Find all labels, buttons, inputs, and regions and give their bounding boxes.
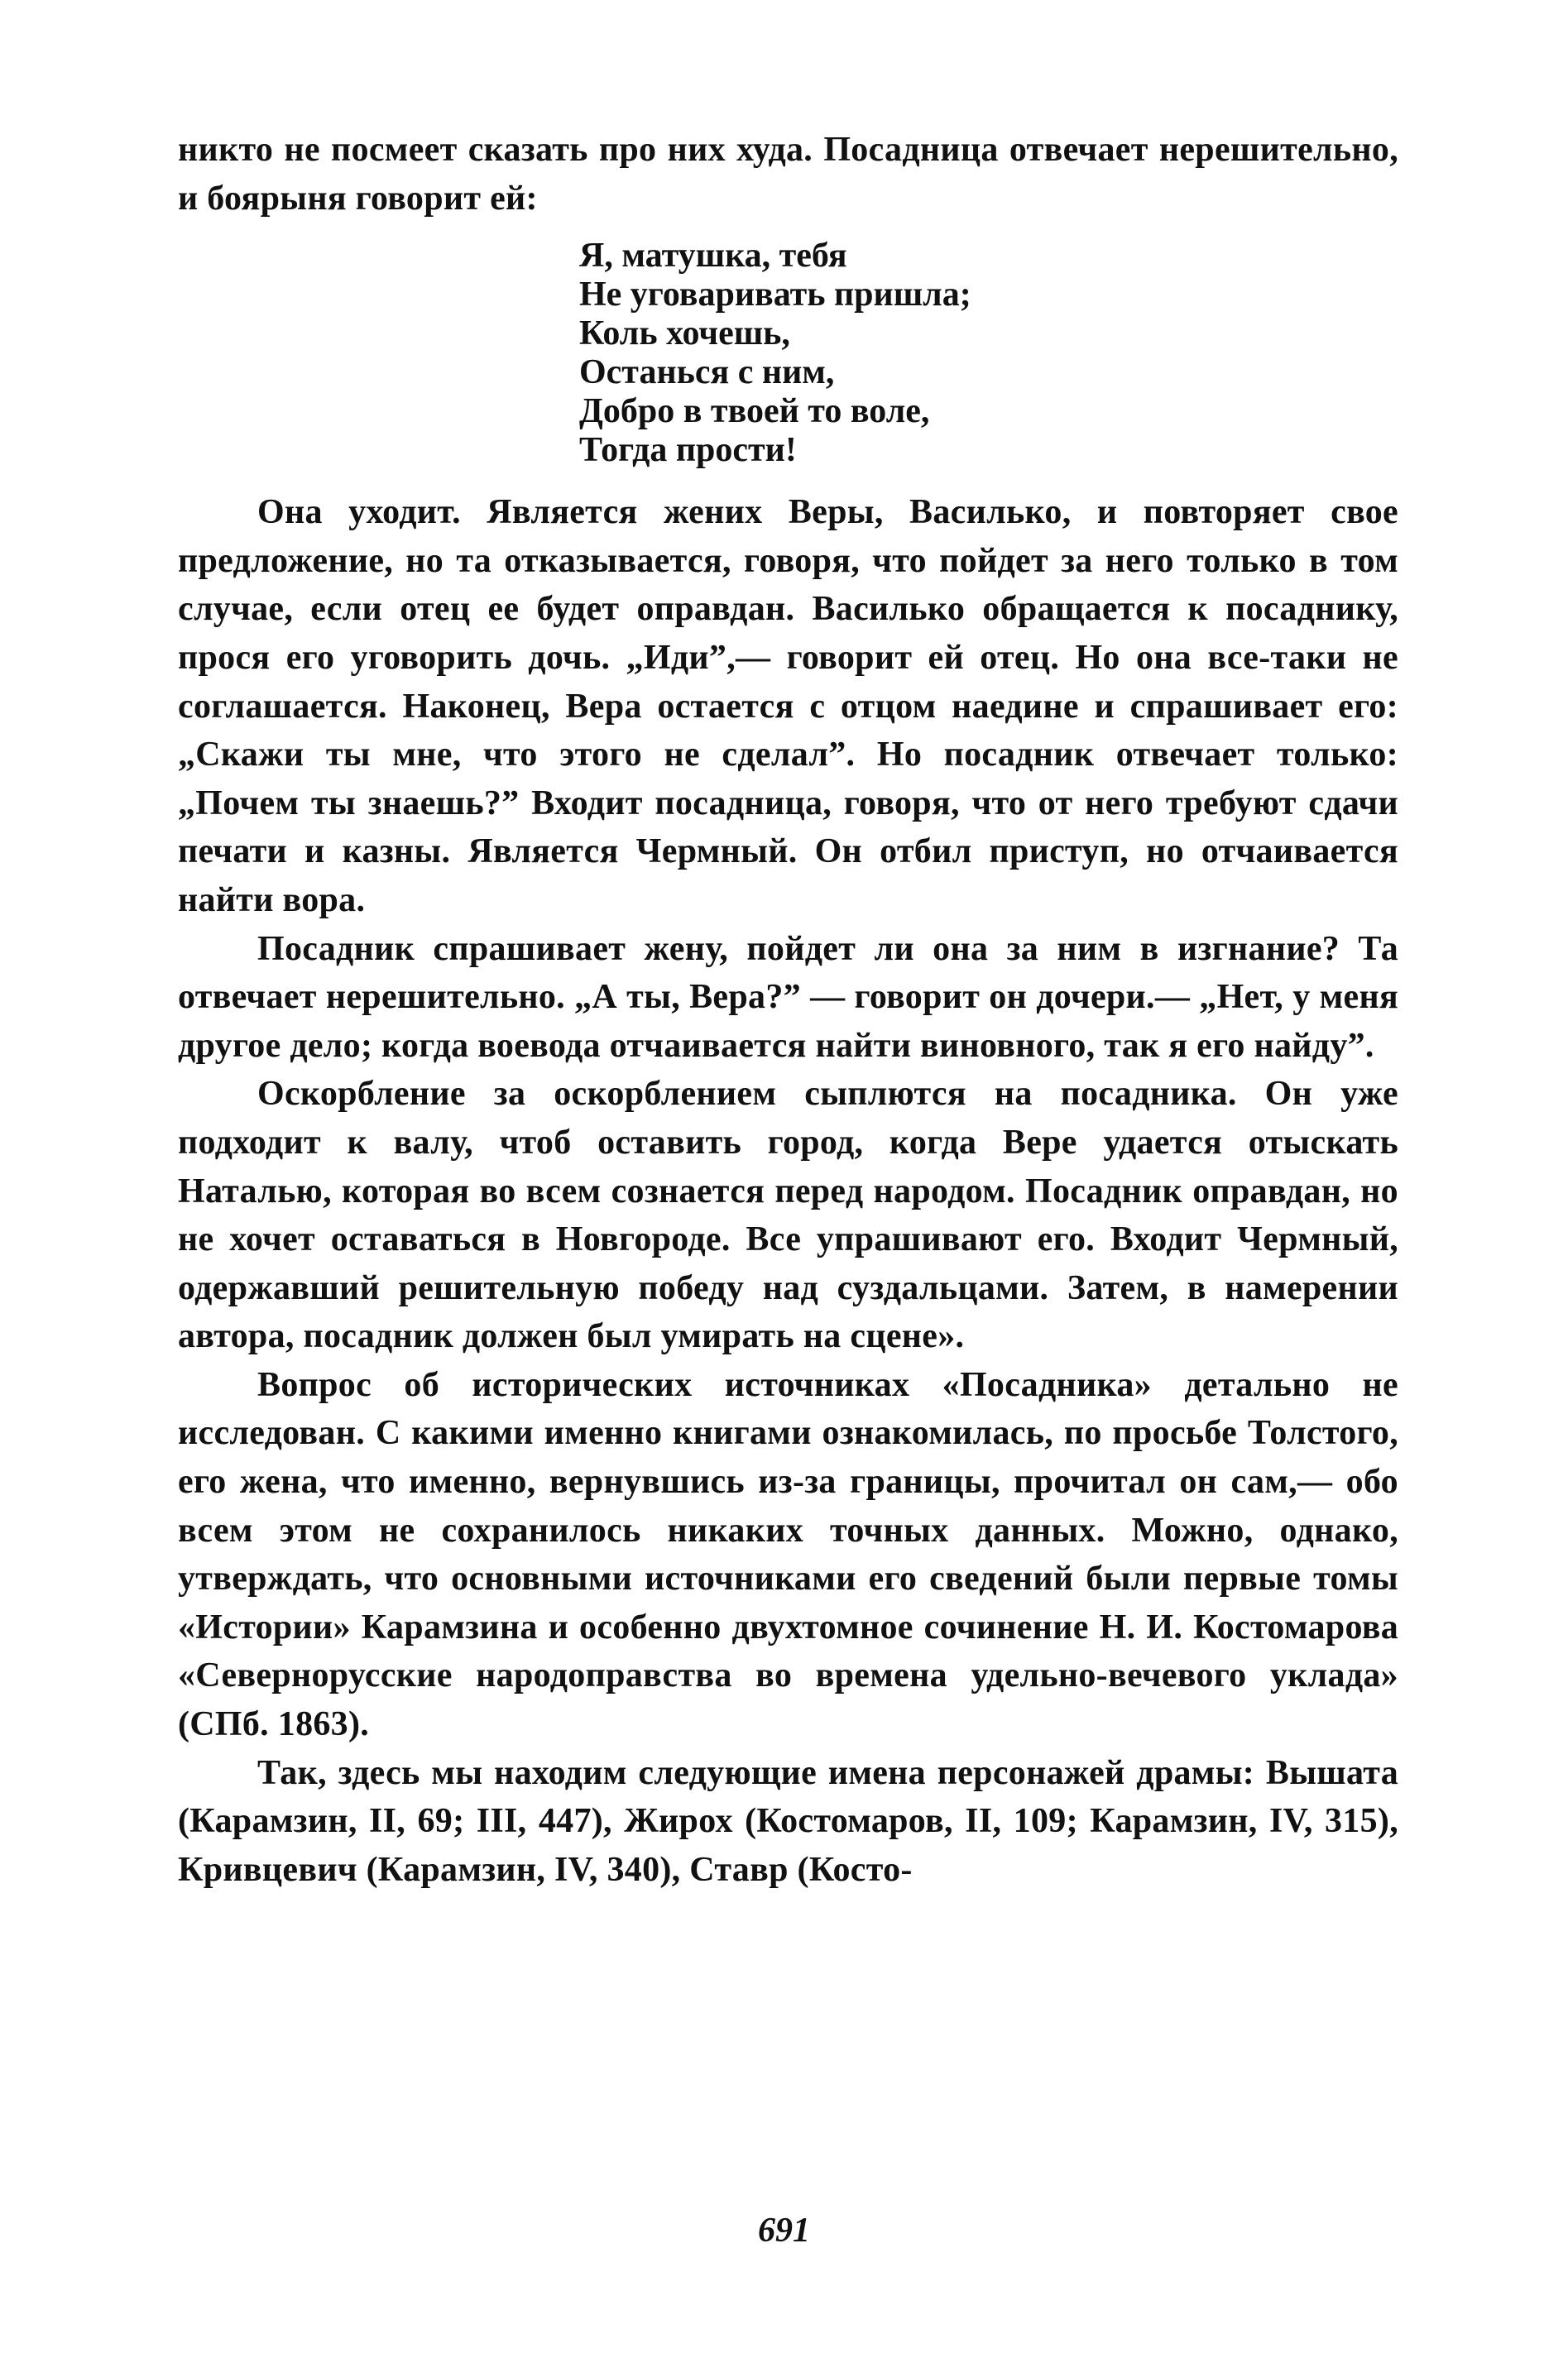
paragraph: Посадник спрашивает жену, пойдет ли она за ним в изгнание? Та отвечает нерешительно. „А ты, Вера?” — говорит он дочери.— „Нет, у меня другое дело; когда воевода отчаивается найти виновного, так я его найду”. bbox=[178, 929, 1398, 1065]
verse-line: Тогда прости! bbox=[579, 431, 797, 470]
verse-quote bbox=[178, 237, 1398, 470]
page-number: 691 bbox=[758, 2212, 810, 2250]
verse-line: Коль хочешь, bbox=[579, 314, 790, 353]
paragraph: Так, здесь мы находим следующие имена персонажей драмы: Вышата (Карамзин, II, 69; III, 447), Жирох (Костомаров, II, 109; Карамзин, IV, 315), Кривцевич (Карамзин, IV, 340), Ставр (Косто- bbox=[178, 1753, 1398, 1889]
verse-line: Я, матушка, тебя bbox=[579, 237, 847, 276]
verse-line: Не уговаривать пришла; bbox=[579, 276, 971, 314]
paragraph-continuation: никто не посмеет сказать про них худа. Посадница отвечает нерешительно, и боярыня говорит ей: bbox=[178, 131, 1398, 218]
paragraph: Она уходит. Является жених Веры, Василько, и повторяет свое предложение, но та отказывается, говоря, что пойдет за него только в том случае, если отец ее будет оправдан. Василько обращается к посаднику, прося его уговорить дочь. „Иди”,— говорит ей отец. Но она все-таки не соглашается. Наконец, Вера остается с отцом наедине и спрашивает его: „Скажи ты мне, что этого не сделал”. Но посадник отвечает только: „Почем ты знаешь?” Входит посадница, говоря, что от него требуют сдачи печати и казны. Является Чермный. Он отбил приступ, но отчаивается найти вора. bbox=[178, 493, 1398, 919]
page-body bbox=[178, 126, 1398, 1894]
paragraph: Оскорбление за оскорблением сыплются на посадника. Он уже подходит к валу, чтоб оставить город, когда Вере удается отыскать Наталью, которая во всем сознается перед народом. Посадник оправдан, но не хочет оставаться в Новгороде. Все упрашивают его. Входит Чермный, одержавший решительную победу над суздальцами. Затем, в намерении автора, посадник должен был умирать на сцене». bbox=[178, 1075, 1398, 1356]
paragraph: Вопрос об исторических источниках «Посадника» детально не исследован. С какими именно книгами ознакомилась, по просьбе Толстого, его жена, что именно, вернувшись из-за границы, прочитал он сам,— обо всем этом не сохранилось никаких точных данных. Можно, однако, утверждать, что основными источниками его сведений были первые томы «Истории» Карамзина и особенно двухтомное сочинение Н. И. Костомарова «Севернорусские народоправства во времена удельно-вечевого уклада» (СПб. 1863). bbox=[178, 1365, 1398, 1744]
verse-line: Добро в твоей то воле, bbox=[579, 392, 930, 431]
verse-line: Останься с ним, bbox=[579, 353, 835, 392]
